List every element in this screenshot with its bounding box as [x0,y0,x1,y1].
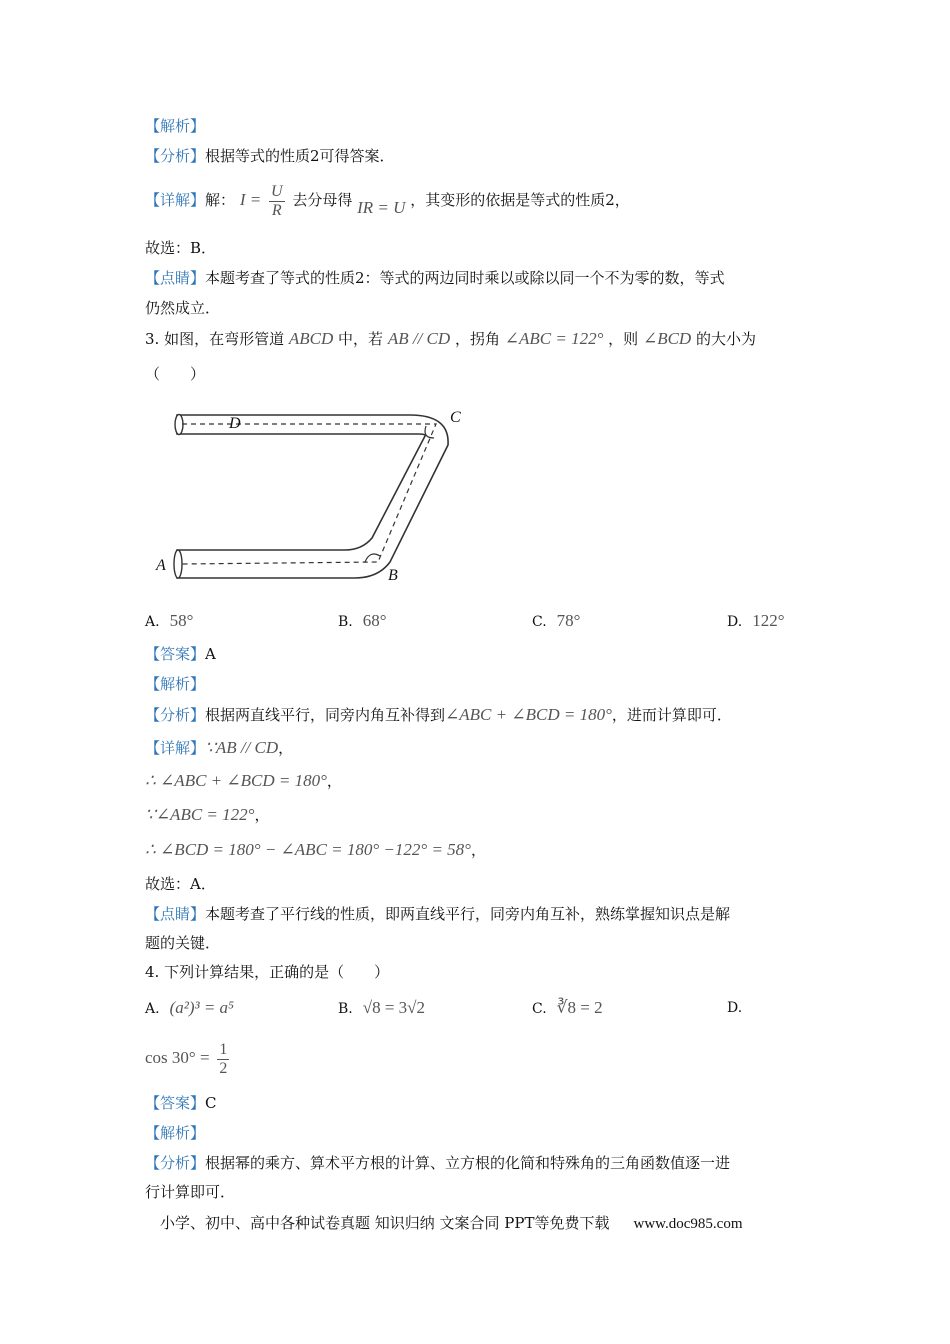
q2-eq2: IR = U [357,198,406,217]
q2-remark-2: 仍然成立． [145,299,221,317]
q2-remark-text-1: 本题考查了等式的性质2：等式的两边同时乘以或除以同一个不为零的数，等式 [205,269,725,287]
q3-answer-choice: 故选：A． [145,875,216,893]
pipe-end-a [174,550,182,578]
label-a: A [156,557,166,574]
q3-step2-math: ∴ ∠ABC + ∠BCD = 180° [145,771,327,790]
q4-analysis-text-1: 根据幂的乘方、算术平方根的计算、立方根的化简和特殊角的三角函数值逐一进 [205,1154,731,1172]
q4-option-a-letter: A. [145,1001,160,1017]
q2-detail-pre: 解： [205,191,236,209]
q3-step1-math: ∵AB // CD [205,738,279,757]
q3-analysis-a: 根据两直线平行，同旁内角互补得到 [205,706,446,724]
q4-option-a [145,998,234,1019]
q2-eq1-num: U [270,182,283,200]
q3-answer-tag: 【答案】 [145,645,206,663]
q3-step3-punct: ， [254,806,270,824]
q3-stem-angle-bcd: ∠BCD [642,329,692,348]
q3-stem-parallel: AB // CD [387,329,451,348]
q3-detail-step1 [145,738,293,758]
q3-detail-step4 [145,840,486,860]
pipe-outline [177,415,448,578]
q3-step3-math: ∵∠ABC = 122° [145,805,255,824]
q4-option-c-letter: C. [532,1001,547,1017]
q3-stem-abcd: ABCD [288,329,334,348]
q3-option-d-letter: D. [727,614,743,630]
q3-option-b-letter: B. [338,614,353,630]
q2-remark-tag: 【点睛】 [145,269,206,287]
footer-url[interactable]: www.doc985.com [633,1216,743,1232]
q4-option-d-num: 1 [219,1040,228,1058]
q4-option-d-den: 2 [219,1059,228,1077]
q3-step2-punct: ， [326,772,342,790]
q2-analysis-text: 根据等式的性质2可得答案． [205,147,395,165]
q4-answer [145,1093,217,1113]
q3-answer [145,644,216,664]
q3-pipe-figure [150,400,480,590]
q2-detail-tag: 【详解】 [145,191,206,209]
q3-analysis-eq: ∠ABC + ∠BCD = 180° [445,705,612,724]
q2-analysis-tag: 【分析】 [145,147,206,165]
q4-option-b-value: √8 = 3√2 [362,998,425,1017]
q3-stem-part-e: 的大小为 [696,330,757,348]
footer-text: 小学、初中、高中各种试卷真题 知识归纳 文案合同 PPT等免费下载 [160,1214,610,1232]
q3-option-a [145,611,193,632]
q2-eq1-lhs: I = [239,190,262,209]
q4-option-d-lhs: cos 30° = [145,1048,210,1067]
q4-answer-tag: 【答案】 [145,1094,206,1112]
q3-step1-punct: ， [278,739,294,757]
q2-remark-1 [145,268,725,288]
q4-answer-value: C [205,1094,217,1112]
q3-option-a-letter: A. [145,614,160,630]
q3-analysis [145,705,732,725]
q3-option-b-value: 68° [362,611,387,630]
q4-option-c [532,998,603,1019]
q3-stem-1 [145,329,756,349]
q2-eq1-fraction [269,183,285,220]
q4-option-a-value: (a²)³ = a⁵ [169,998,234,1017]
q4-analysis-tag: 【分析】 [145,1154,206,1172]
q2-detail [145,180,630,220]
q3-stem-part-a: 3. 如图，在弯形管道 [145,330,285,348]
q3-stem-part-d: ，则 [608,330,639,348]
q4-option-d [145,1038,232,1078]
q4-option-d-fraction [217,1041,229,1078]
q3-stem-2: （ ） [145,365,206,383]
q4-option-b-letter: B. [338,1001,353,1017]
q3-jiexi-heading: 【解析】 [145,675,206,693]
q2-eq1-den: R [271,201,282,219]
q2-answer-choice: 故选：B． [145,239,217,257]
q2-detail-mid: 去分母得 [292,191,353,209]
q2-analysis [145,146,395,166]
q4-stem: 4. 下列计算结果，正确的是（ ） [145,963,390,981]
q3-stem-angle: ∠ABC = 122° [504,329,604,348]
q4-analysis-2: 行计算即可． [145,1183,236,1201]
q4-option-b [338,998,425,1019]
q3-option-c-letter: C. [532,614,547,630]
q4-jiexi-heading: 【解析】 [145,1124,206,1142]
q2-detail-post: ，其变形的依据是等式的性质2， [410,191,630,209]
q3-detail-step3 [145,805,269,825]
q3-remark-2: 题的关键． [145,934,221,952]
q3-option-c-value: 78° [556,611,581,630]
q3-detail-step2 [145,771,342,791]
label-c: C [450,409,461,426]
q3-remark-tag: 【点睛】 [145,905,206,923]
q3-option-d-value: 122° [752,611,785,630]
q3-analysis-b: ，进而计算即可． [611,706,732,724]
page-footer [160,1212,743,1233]
q4-analysis-1 [145,1153,730,1173]
q3-answer-value: A [205,645,216,663]
q3-stem-part-c: ，拐角 [454,330,500,348]
q3-option-a-value: 58° [169,611,194,630]
q3-step4-math: ∴ ∠BCD = 180° − ∠ABC = 180° −122° = 58° [145,840,471,859]
label-b: B [388,567,398,584]
pipe-end-d [175,415,183,435]
q3-option-b [338,611,387,632]
q4-option-c-value: ∛8 = 2 [556,998,603,1017]
q3-remark-text-1: 本题考查了平行线的性质，即两直线平行，同旁内角互补，熟练掌握知识点是解 [205,905,731,923]
q3-stem-part-b: 中，若 [338,330,384,348]
q3-detail-tag: 【详解】 [145,739,206,757]
q3-option-d [727,611,785,632]
label-d: D [229,415,241,432]
q4-option-d-letter: D. [727,1000,743,1016]
q3-remark-1 [145,904,730,924]
q3-analysis-tag: 【分析】 [145,706,206,724]
q2-jiexi-heading: 【解析】 [145,117,206,135]
q3-option-c [532,611,580,632]
q3-step4-punct: ， [470,841,486,859]
